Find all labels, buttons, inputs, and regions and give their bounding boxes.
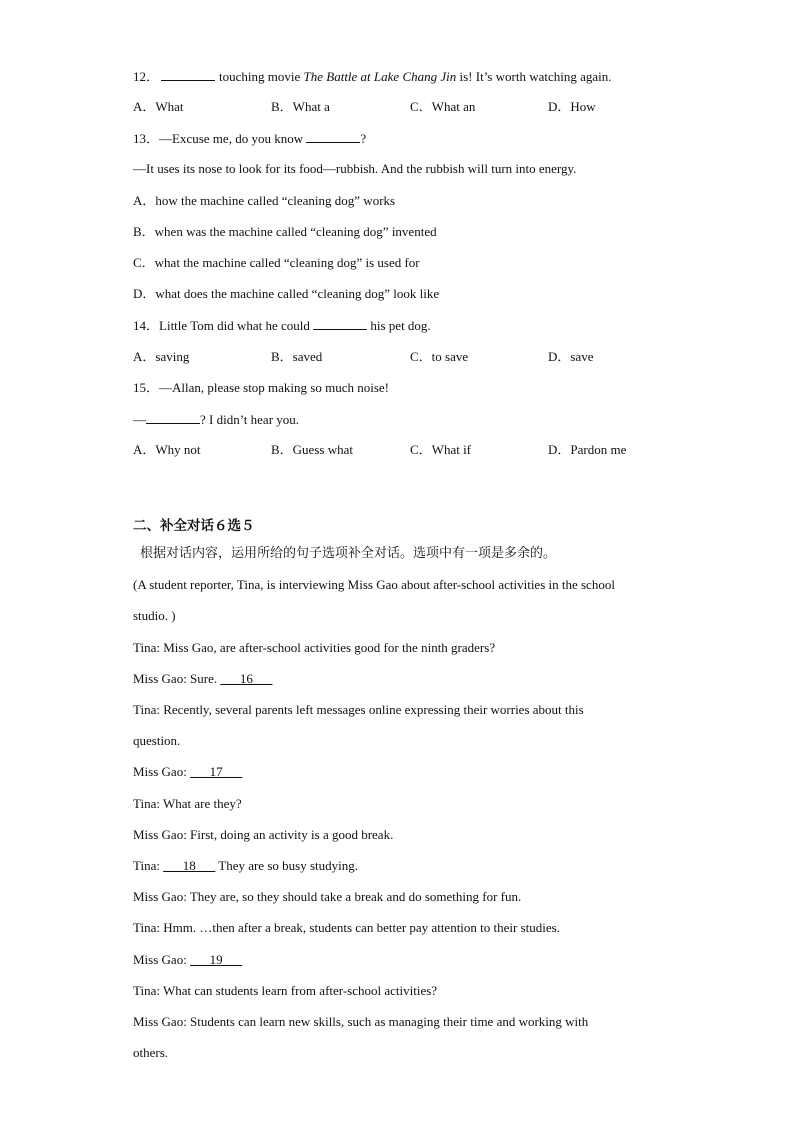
speaker-text: Miss Gao: Sure. [133,671,221,686]
question-14 [133,317,431,334]
answer-blank [161,68,215,81]
reply-dash: — [133,412,146,427]
speaker-text: Miss Gao: [133,764,191,779]
option-c: C．What an [410,99,476,114]
answer-blank [146,411,200,424]
blank-17: ___17___ [190,764,243,779]
question-text: touching movie [219,69,301,84]
question-number: 15． [133,380,160,395]
speaker-text: Miss Gao: [133,952,191,967]
dialogue-line: Miss Gao: First, doing an activity is a good break. [133,827,394,842]
dialogue-line-cont: question. [133,733,181,748]
question-text: —Excuse me, do you know [159,131,304,146]
option-a: A．What [133,99,184,114]
question-number: 13． [133,131,160,146]
question-12 [133,68,612,85]
dialogue-line: Tina: Hmm. …then after a break, students can better pay attention to their studies. [133,920,560,935]
option-b: B．when was the machine called “cleaning dog” invented [133,224,437,239]
dialogue-line: Tina: What can students learn from after-school activities? [133,983,438,998]
option-a: A．saving [133,349,190,364]
option-a: A．Why not [133,442,201,457]
option-a: A．how the machine called “cleaning dog” works [133,193,396,208]
dialogue-line-cont: others. [133,1045,169,1060]
question-text: Little Tom did what he could [159,318,310,333]
question-text-end: is! It’s worth watching again. [459,69,612,84]
dialogue-context-cont: studio. ) [133,608,176,623]
question-text: —Allan, please stop making so much noise! [159,380,390,395]
question-13-answer: —It uses its nose to look for its food—rubbish. And the rubbish will turn into energy. [133,161,577,176]
option-c: C．What if [410,442,472,457]
dialogue-line [133,764,242,780]
dialogue-text: They are so busy studying. [215,858,358,873]
question-15 [133,380,389,396]
dialogue-line: Miss Gao: They are, so they should take a break and do something for fun. [133,889,522,904]
dialogue-line [133,671,272,687]
answer-blank [313,317,367,330]
dialogue-line: Tina: Miss Gao, are after-school activities good for the ninth graders? [133,640,496,655]
question-number: 12． [133,69,160,84]
dialogue-context: (A student reporter, Tina, is interviewing Miss Gao about after-school activities in the school [133,577,615,592]
option-c: C．to save [410,349,469,364]
option-d: D．How [548,99,596,114]
option-d: D．Pardon me [548,442,627,457]
option-d: D．what does the machine called “cleaning dog” look like [133,286,440,301]
question-number: 14． [133,318,160,333]
dialogue-line: Miss Gao: Students can learn new skills, such as managing their time and working with [133,1014,589,1029]
section-title: 二、补全对话６选５ [133,518,255,534]
blank-18: ___18___ [163,858,216,873]
dialogue-line: Tina: Recently, several parents left messages online expressing their worries about this [133,702,584,717]
blank-16: ___16___ [220,671,273,686]
movie-title: The Battle at Lake Chang Jin [303,69,457,84]
question-15-reply [133,411,299,428]
dialogue-line [133,952,242,968]
option-b: B．Guess what [271,442,353,457]
question-text-end: his pet dog. [370,318,431,333]
question-text-end: ? [360,131,367,146]
blank-19: ___19___ [190,952,243,967]
dialogue-line [133,858,358,874]
option-d: D．save [548,349,594,364]
option-c: C．what the machine called “cleaning dog” is used for [133,255,420,270]
option-b: B．saved [271,349,323,364]
speaker-text: Tina: [133,858,164,873]
answer-blank [306,130,360,143]
option-b: B．What a [271,99,330,114]
question-13 [133,130,366,147]
dialogue-line: Tina: What are they? [133,796,242,811]
section-instruction: 根据对话内容，运用所给的句子选项补全对话。选项中有一项是多余的。 [140,546,557,561]
reply-text: ? I didn’t hear you. [200,412,300,427]
